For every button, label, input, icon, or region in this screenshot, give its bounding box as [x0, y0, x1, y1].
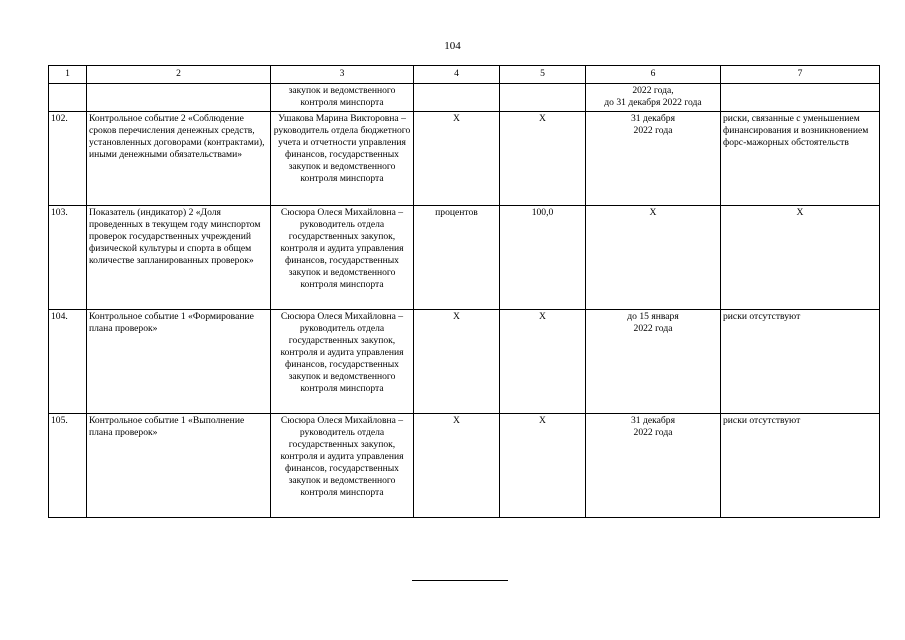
- column-header: 3: [271, 66, 414, 84]
- cell-responsible: Сюсюра Олеся Михайловна – руководитель отдела государственных закупок, контроля и аудита управления финансов, государственных закупок и ведомственного контроля минспорта: [271, 206, 414, 310]
- cell-risks: [721, 84, 880, 112]
- header-row: [49, 66, 880, 84]
- cell-name: Контрольное событие 2 «Соблюдение сроков перечисления денежных средств, установленных договорами (контрактами), иными денежными обязательствами»: [87, 112, 271, 206]
- cell-deadline: 2022 года, до 31 декабря 2022 года: [586, 84, 721, 112]
- cell-deadline: 31 декабря 2022 года: [586, 414, 721, 518]
- column-header: 6: [586, 66, 721, 84]
- cell-unit: Х: [414, 414, 500, 518]
- cell-unit: Х: [414, 310, 500, 414]
- cell-name: Контрольное событие 1 «Формирование плана проверок»: [87, 310, 271, 414]
- column-header: 5: [500, 66, 586, 84]
- column-header: 2: [87, 66, 271, 84]
- cell-responsible: закупок и ведомственного контроля минспорта: [271, 84, 414, 112]
- cell-number: [49, 84, 87, 112]
- table-row: [49, 206, 880, 310]
- cell-risks: риски отсутствуют: [721, 414, 880, 518]
- column-header: 1: [49, 66, 87, 84]
- cell-number: 105.: [49, 414, 87, 518]
- cell-unit: [414, 84, 500, 112]
- plan-table: [48, 65, 880, 518]
- cell-risks: Х: [721, 206, 880, 310]
- cell-value: Х: [500, 414, 586, 518]
- cell-deadline: Х: [586, 206, 721, 310]
- cell-number: 103.: [49, 206, 87, 310]
- cell-value: Х: [500, 310, 586, 414]
- cell-number: 104.: [49, 310, 87, 414]
- table-row: [49, 414, 880, 518]
- cell-unit: Х: [414, 112, 500, 206]
- cell-name: Показатель (индикатор) 2 «Доля проведенных в текущем году минспортом проверок государственных учреждений физической культуры и спорта в общем количестве запланированных проверок»: [87, 206, 271, 310]
- cell-responsible: Сюсюра Олеся Михайловна – руководитель отдела государственных закупок, контроля и аудита управления финансов, государственных закупок и ведомственного контроля минспорта: [271, 414, 414, 518]
- cell-name: Контрольное событие 1 «Выполнение плана проверок»: [87, 414, 271, 518]
- page-number: 104: [444, 40, 461, 52]
- footnote-divider: [412, 580, 508, 581]
- column-header: 7: [721, 66, 880, 84]
- cell-risks: риски, связанные с уменьшением финансирования и возникновением форс-мажорных обстоятельств: [721, 112, 880, 206]
- cell-deadline: 31 декабря 2022 года: [586, 112, 721, 206]
- cell-value: 100,0: [500, 206, 586, 310]
- cell-deadline: до 15 января 2022 года: [586, 310, 721, 414]
- cell-value: [500, 84, 586, 112]
- cell-number: 102.: [49, 112, 87, 206]
- table-row-continuation: [49, 84, 880, 112]
- table-row: [49, 310, 880, 414]
- column-header: 4: [414, 66, 500, 84]
- table-row: [49, 112, 880, 206]
- cell-unit: процентов: [414, 206, 500, 310]
- cell-responsible: Сюсюра Олеся Михайловна – руководитель отдела государственных закупок, контроля и аудита управления финансов, государственных закупок и ведомственного контроля минспорта: [271, 310, 414, 414]
- cell-name: [87, 84, 271, 112]
- cell-risks: риски отсутствуют: [721, 310, 880, 414]
- cell-responsible: Ушакова Марина Викторовна – руководитель отдела бюджетного учета и отчетности управления финансов, государственных закупок и ведомственного контроля минспорта: [271, 112, 414, 206]
- cell-value: Х: [500, 112, 586, 206]
